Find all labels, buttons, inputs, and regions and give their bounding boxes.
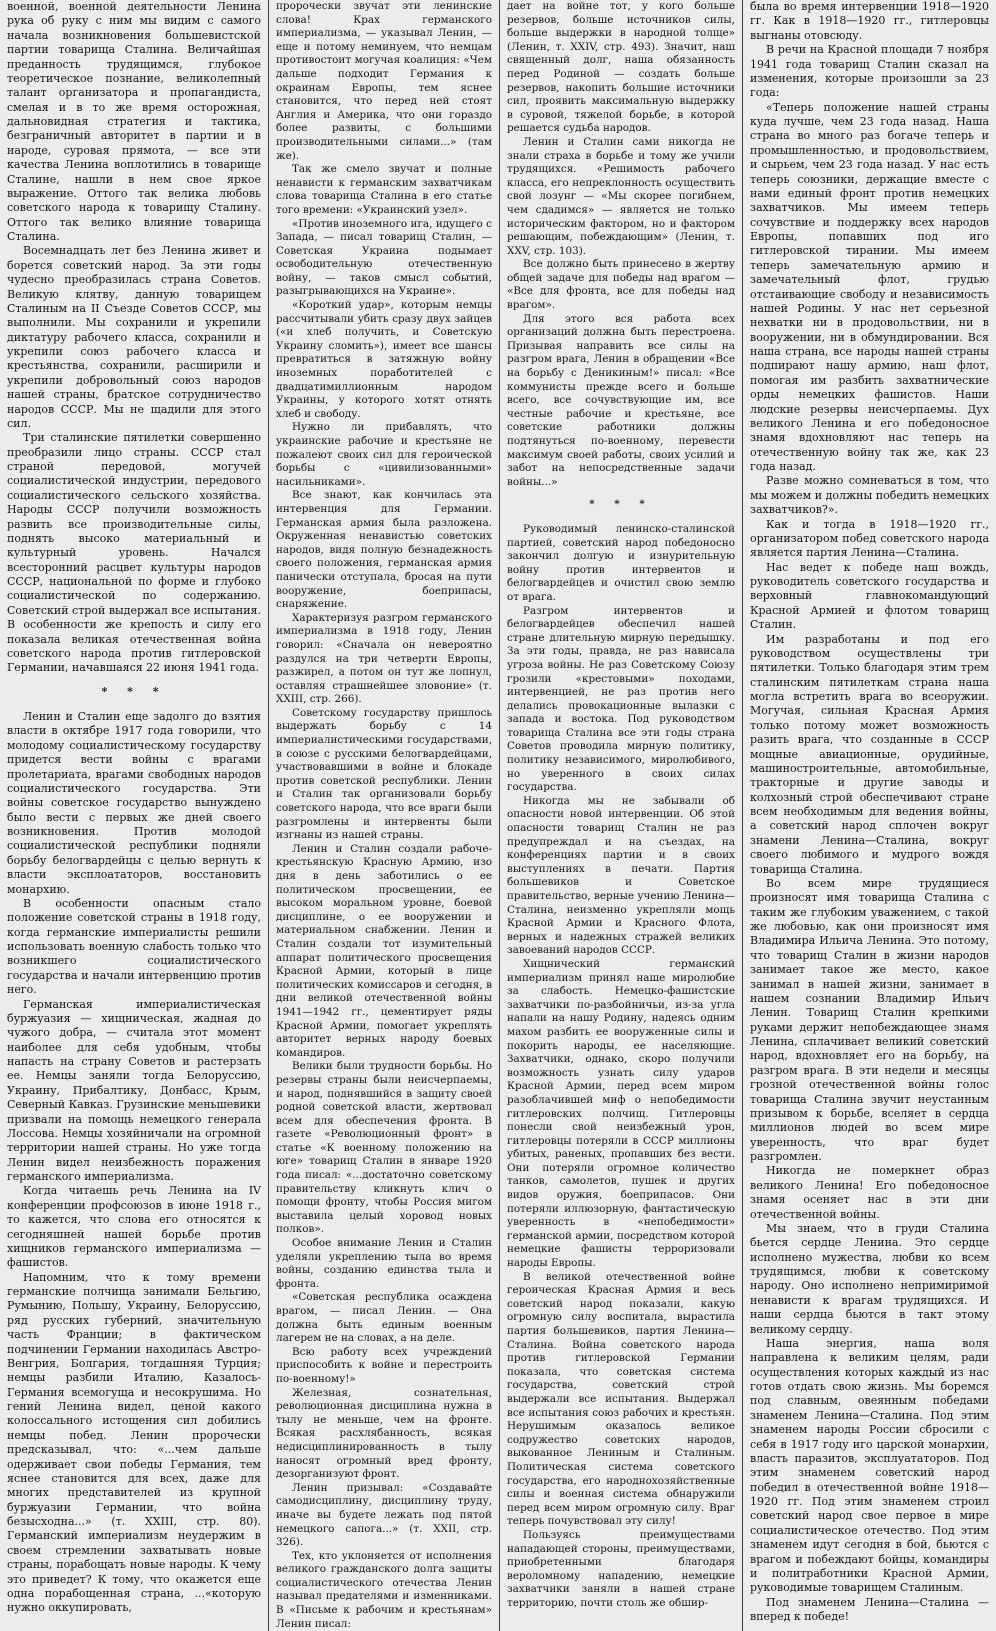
- article-paragraph: Мы знаем, что в груди Сталина бьется сердце Ленина. Это сердце исполнено мужества, любви ко всем трудящимся, любви к советскому народу. Оно исполнено непримиримой ненависти к врагам трудящихся. И наши сердца бьются в такт этому великому сердцу.: [750, 1221, 989, 1336]
- article-paragraph: Железная, сознательная, революционная дисциплина нужна в тылу не меньше, чем на фронте. Всякая расхлябанность, всякая недисциплинированность в тылу наносят огромный вред фронту, дезорганизуют фронт.: [276, 1386, 492, 1481]
- article-paragraph: «Против иноземного ига, идущего с Запада, — писал товарищ Сталин, — Советская Украина подымает освободительную отечественную войну, — таков смысл событий, разыгрывающихся на Украине».: [276, 217, 492, 298]
- article-paragraph: Хищнический германский империализм принял наше миролюбие за слабость. Немецко-фашистские захватчики по-разбойничьи, из-за угла напали на нашу Родину, надеясь одним махом разбить ее вооруженные силы и покорить народы, ее населяющие. Захватчики, однако, скоро получили возможность узнать силу ударов Красной Армии, перед всем миром разоблачившей миф о непобедимости гитлеровских полчищ. Гитлеровцы понесли свой неизбежный урон, гитлеровцы потеряли в СССР миллионы убитых, раненых, пропавших без вести. Они потеряли огромное количество танков, самолетов, пушек и других видов оружия, боеприпасов. Они потеряли иллюзорную, фантастическую уверенность в «непобедимости» германской армии, посредством которой немецкие фашисты терроризовали народы Европы.: [507, 957, 735, 1270]
- article-paragraph: Никогда мы не забывали об опасности новой интервенции. Об этой опасности товарищ Сталин не раз предупреждал и на съездах, на конференциях партии и в своих выступлениях в печати. Партия большевиков и Советское правительство, верные учению Ленина—Сталина, неизменно укрепляли мощь Красной Армии и Красного Флота, верных и надежных стражей великих завоеваний народов СССР.: [507, 794, 735, 957]
- article-paragraph: Ленин и Сталин еще задолго до взятия власти в октябре 1917 года говорили, что молодому социалистическому государству придется вести войны с врагами пролетариата, врагами свободных народов социалистического государства. Эти войны советское государство вынуждено было вести с первых же дней своего возникновения. Против молодой социалистической республики подняли борьбу белогвардейцы с целью вернуть к власти эксплоататоров, восстановить монархию.: [7, 710, 261, 896]
- article-paragraph: Все должно быть принесено в жертву общей задаче для победы над врагом — «Все для фронта, все для победы над врагом».: [507, 258, 735, 312]
- article-paragraph: Всю работу всех учреждений приспособить к войне и перестроить по-военному!»: [276, 1345, 492, 1385]
- article-paragraph: Во всем мире трудящиеся произносят имя товарища Сталина с таким же глубоким уважением, с такой же любовью, как они произносят имя Владимира Ильича Ленина. Это потому, что товарищ Сталин в жизни народов занимает такое же место, какое занимал в нашей жизни, занимает в нашем сознании Владимир Ильич Ленин. Товарищ Сталин крепкими руками держит непобеждающее знамя Ленина, сплачивает великий советский народ, вдохновляет его на борьбу, на разгром врага. В эти недели и месяцы грозной отечественной войны голос товарища Сталина звучит неустанным призывом к борьбе, вселяет в сердца миллионов людей во всем мире уверенность, что враг будет разгромлен.: [750, 876, 989, 1163]
- article-paragraph: Им разработаны и под его руководством осуществлены три пятилетки. Только благодаря этим трем сталинским пятилеткам страна наша могла встретить врага во всеоружии. Могучая, сильная Красная Армия только потому может возможность разить врага, что созданные в СССР мощные авиационные, орудийные, машиностроительные, автомобильные, тракторные и другие заводы и колхозный строй обеспечивают стране всем необходимым для ведения войны, а советский народ сплочен вокруг знамени Ленина—Сталина, вокруг своего любимого и мудрого вождя товарища Сталина.: [750, 632, 989, 876]
- article-paragraph: Тех, кто уклоняется от исполнения великого гражданского долга защиты социалистического отечества Ленин называл предателями и изменниками. В «Письме к рабочим и крестьянам» Ленин писал:: [276, 1549, 492, 1630]
- text-column-3: [500, 0, 742, 1631]
- article-paragraph: Советскому государству пришлось выдержать борьбу с 14 империалистическими государствами, в союзе с русскими белогвардейцами, участвовавшими в войне и блокаде против советской республики. Ленин и Сталин так организовали борьбу советского народа, что все враги были разгромлены и интервенты были изгнаны из нашей страны.: [276, 706, 492, 842]
- article-paragraph: Разве можно сомневаться в том, что мы можем и должны победить немецких захватчиков?».: [750, 474, 989, 517]
- article-paragraph: Три сталинские пятилетки совершенно преобразили лицо страны. СССР стал страной передовой, могучей социалистической индустрии, передового социалистического сельского хозяйства. Народы СССР получили возможность развить все производительные силы, поднять высоко материальный и культурный уровень. Начался всесторонний расцвет культуры народов СССР, национальной по форме и глубоко социалистической по содержанию. Советский строй выдержал все испытания. В особенности же крепость и силу его показала великая отечественная война советского народа против гитлеровской Германии, начавшаяся 22 июня 1941 года.: [7, 431, 261, 675]
- article-paragraph: Напомним, что к тому времени германские полчища занимали Бельгию, Румынию, Польшу, Украину, Белоруссию, ряд русских губерний, значительную часть Франции; в фактическом подчинении Германии находилась Австро-Венгрия, Болгария, тогдашняя Турция; немцы разбили Италию, Казалось-Германия всемогуща и несокрушима. Но гений Ленина видел, ценой какого колоссального истощения сил добились немцы побед. Ленин пророчески предсказывал, что: «...чем дальше одерживает свои победы Германия, тем яснее становится для всех, даже для многих представителей из крупной буржуазии Германии, что война безысходна...» (т. XXIII, стр. 80). Германский империализм неудержим в своем стремлении захватывать новые страны, порабощать новые народы. К чему это приведет? К тому, что окажется еще одна порабощенная страна, ...«которую нужно оккупировать,: [7, 1270, 261, 1615]
- article-paragraph: Разгром интервентов и белогвардейцев обеспечил нашей стране длительную мирную передышку. За эти годы, правда, не раз нависала угроза войны. Не раз Советскому Союзу грозили «крестовыми» походами, интервенцией, не раз против него делались провокационные вылазки с запада и востока. Под руководством товарища Сталина все эти годы страна Советов проводила мирную политику, политику независимого, миролюбивого, но уверенного в своих силах государства.: [507, 604, 735, 794]
- article-paragraph: Никогда не померкнет образ великого Ленина! Его победоносное знамя осеняет нас в эти дни отечественной войны.: [750, 1164, 989, 1221]
- article-paragraph: Как и тогда в 1918—1920 гг., организатором побед советского народа является партия Ленина—Сталина.: [750, 517, 989, 560]
- article-paragraph: Руководимый ленинско-сталинской партией, советский народ победоносно закончил долгую и изнурительную войну против интервентов и белогвардейцев и очистил свою землю от врага.: [507, 522, 735, 603]
- article-paragraph: В великой отечественной войне героическая Красная Армия и весь советский народ показали, какую огромную силу воспитала, вырастила партия большевиков, партия Ленина—Сталина. Война советского народа против гитлеровской Германии показала, что советская система государства, советский строй выдержали все испытания. Выдержал все испытания союз рабочих и крестьян. Нерушимым оказалось великое содружество советских народов, выкованное Лениным и Сталиным. Политическая система советского государства, его народнохозяйственные силы и военная система обнаружили перед всем миром огромную силу. Враг теперь почувствовал эту силу!: [507, 1270, 735, 1528]
- article-paragraph: «Советская республика осаждена врагом, — писал Ленин. — Она должна быть единым военным лагерем не на словах, а на деле.: [276, 1291, 492, 1345]
- article-paragraph: Нужно ли прибавлять, что украинские рабочие и крестьяне не пожалеют своих сил для героической борьбы с «цивилизованными» насильниками».: [276, 421, 492, 488]
- article-paragraph: Так же смело звучат и полные ненависти к германским захватчикам слова товарища Сталина в его статье того времени: «Украинский узел».: [276, 163, 492, 216]
- article-paragraph: пророчески звучат эти ленинские слова! Крах германского империализма, — указывал Ленин, — еще и потому неминуем, что немцам противостоит могучая коалиция: «Чем дальше подходит Германия к окраинам Европы, тем яснее становится, что перед ней стоят Англия и Америка, что они гораздо более развиты, с большими производительными силами...» (там же).: [276, 0, 492, 162]
- article-paragraph: Нас ведет к победе наш вождь, руководитель советского государства и верховный главнокомандующий Красной Армией и флотом товарищ Сталин.: [750, 560, 989, 632]
- article-paragraph: Германская империалистическая буржуазия — хищническая, жадная до чужого добра, — считала этот момент наиболее для себя удобным, чтобы напасть на страну Советов и растерзать ее. Немцы заняли тогда Белоруссию, Украину, Прибалтику, Донбасс, Крым, Северный Кавказ. Грузинские меньшевики призвали на помощь немецкого генерала Лоссова. Немцы хозяйничали на огромной территории нашей страны. Но уже тогда Ленин видел неизбежность поражения германского империализма.: [7, 997, 261, 1183]
- article-paragraph: Для этого вся работа всех организаций должна быть перестроена. Призывая направить все силы на разгром врага, Ленин в обращении «Все на борьбу с Деникиным!» писал: «Все коммунисты прежде всего и больше всего, все сочувствующие им, все честные рабочие и крестьяне, все советские работники должны подтянуться по-военному, перевести максимум своей работы, своих усилий и забот на непосредственные задачи войны...»: [507, 312, 735, 488]
- section-separator: * * *: [101, 684, 167, 698]
- article-paragraph: Характеризуя разгром германского империализма в 1918 году, Ленин говорил: «Сначала он невероятно раздулся на три четверти Европы, разжирел, а потом он тут же лопнул, оставляя страшнейшее зловоние» (т. XXIII, стр. 266).: [276, 611, 492, 706]
- article-paragraph: Восемнадцать лет без Ленина живет и борется советский народ. За эти годы чудесно преобразилась страна Советов. Великую клятву, данную товарищем Сталиным на II Съезде Советов СССР, мы выполнили. Мы сохранили и укрепили диктатуру рабочего класса, сохранили и укрепили союз рабочего класса и крестьянства, сохранили, расширили и укрепили добровольный союз народов нашей страны, братское сотрудничество народов СССР. Мы не щадили для этого сил.: [7, 244, 261, 430]
- article-paragraph: дает на войне тот, у кого больше резервов, больше источников силы, больше выдержки в народной толще» (Ленин, т. XXIV, стр. 493). Значит, наш священный долг, наша обязанность перед Родиной — создать больше резервов, накопить большие источники сил, проявить максимальную выдержку в суровой, тяжелой борьбе, в которой решается судьба народов.: [507, 0, 735, 135]
- article-paragraph: «Теперь положение нашей страны куда лучше, чем 23 года назад. Наша страна во много раз богаче теперь и промышленностью, и продовольствием, и сырьем, чем 23 года назад. У нас есть теперь союзники, держащие вместе с нами единый фронт против немецких захватчиков. Мы имеем теперь сочувствие и поддержку всех народов Европы, попавших под иго гитлеровской тирании. Мы имеем теперь замечательную армию и замечательный флот, грудью отстаивающие свободу и независимость нашей Родины. У нас нет серьезной нехватки ни в продовольствии, ни в вооружении, ни в обмундировании. Вся наша страна, все народы нашей страны подпирают нашу армию, наш флот, помогая им разбить захватнические орды немецких фашистов. Наши людские резервы неисчерпаемы. Дух великого Ленина и его победоносное знамя вдохновляют нас теперь на отечественную войну так же, как 23 года назад.: [750, 100, 989, 473]
- article-paragraph: Велики были трудности борьбы. Но резервы страны были неисчерпаемы, и народ, поднявшийся в защиту своей родной советской власти, жертвовал всем для обеспечения фронта. В газете «Революционный фронт» в статье «К военному положению на юге» товарищ Сталин в январе 1920 года писал: «...достаточно советскому правительству кликнуть клич о помощи фронту, чтобы Россия мигом выставила целый хоровод новых полков».: [276, 1060, 492, 1236]
- article-paragraph: Под знаменем Ленина—Сталина — вперед к победе!: [750, 1595, 989, 1623]
- article-paragraph: В особенности опасным стало положение советской страны в 1918 году, когда германские империалисты решили использовать военную слабость только что возникшего социалистического государства и начали интервенцию против него.: [7, 896, 261, 997]
- article-paragraph: Когда читаешь речь Ленина на IV конференции профсоюзов в июне 1918 г., то кажется, что слова его относятся к сегодняшней нашей борьбе против хищников германского империализма — фашистов.: [7, 1184, 261, 1270]
- article-paragraph: была во время интервенции 1918—1920 гг. Как в 1918—1920 гг., гитлеровцы выгнаны отовсюду.: [750, 0, 989, 42]
- article-paragraph: В речи на Красной площади 7 ноября 1941 года товарищ Сталин сказал на изменения, которые произошли за 23 года:: [750, 43, 989, 100]
- article-paragraph: Все знают, как кончилась эта интервенция для Германии. Германская армия была разложена. Окруженная ненавистью советских народов, видя полную безнадежность своего положения, германская армия панически отступала, бросая на пути вооружение, боеприпасы, снаряжение.: [276, 489, 492, 611]
- article-paragraph: Ленин и Сталин создали рабоче-крестьянскую Красную Армию, изо дня в день заботились о ее политическом просвещении, ее высоком моральном уровне, боевой дисциплине, о ее вооружении и материальном снабжении. Ленин и Сталин создали тот изумительный аппарат политического просвещения Красной Армии, который в лице политических комиссаров и сегодня, в дни великой отечественной войны 1941—1942 гг., цементирует ряды Красной Армии, помогает укреплять авторитет верных народу боевых командиров.: [276, 842, 492, 1059]
- article-paragraph: Ленин призывал: «Создавайте самодисциплину, дисциплину труду, иначе вы будете лежать под пятой немецкого сапога...» (т. XXII, стр. 326).: [276, 1481, 492, 1549]
- section-separator: * * *: [589, 498, 653, 511]
- text-column-2: [269, 0, 499, 1631]
- article-paragraph: Наша энергия, наша воля направлена к великим целям, ради осуществления которых каждый из нас готов отдать свою жизнь. Мы боремся под славным, овеянным победами знаменем Ленина—Сталина. Под этим знаменем народы России сбросили с себя в 1917 году иго царской монархии, власть паразитов, эксплуататоров. Под этим знаменем советский народ победил в отечественной войне 1918—1920 гг. Под этим знаменем строил советский народ свое первое в мире социалистическое отечество. Под этим знаменем идут сегодня в бой, бьются с врагом и побеждают бойцы, командиры и политработники Красной Армии, руководимые товарищем Сталиным.: [750, 1336, 989, 1595]
- article-paragraph: Особое внимание Ленин и Сталин уделяли укреплению тыла во время войны, созданию единства тыла и фронта.: [276, 1237, 492, 1290]
- article-paragraph: Пользуясь преимуществами нападающей стороны, преимуществами, приобретенными благодаря вероломному нападению, немецкие захватчики заняли в нашей стране территорию, почти столь же обшир-: [507, 1528, 735, 1609]
- text-column-1: [0, 0, 268, 1631]
- text-column-4: [743, 0, 996, 1631]
- article-paragraph: «Короткий удар», которым немцы рассчитывали убить сразу двух зайцев («и хлеб получить, и Советскую Украину сломить»), имеет все шансы превратиться в затяжную войну иноземных поработителей с двадцатимиллионным народом Украины, у которого хотят отнять хлеб и свободу.: [276, 299, 492, 420]
- article-paragraph: военной, военной деятельности Ленина рука об руку с ним мы видим с самого начала возникновения большевистской партии товарища Сталина. Величайшая преданность трудящимся, глубокое теоретическое познание, великолепный талант организатора и пропагандиста, смелая и в то же время осторожная, дальновидная стратегия и тактика, безграничный авторитет в партии и в народе, суровая прямота, — все эти качества Ленина воплотились в товарище Сталине, нашли в нем свое яркое выражение. Оттого так велика любовь советского народа к товарищу Сталину. Оттого так велико влияние товарища Сталина.: [7, 0, 261, 243]
- article-paragraph: Ленин и Сталин сами никогда не знали страха в борьбе и тому же учили трудящихся. «Решимость рабочего класса, его непреклонность осуществить свой лозунг — «Мы скорее погибнем, чем сдадимся» — является не только историческим фактором, но и фактором решающим, побеждающим» (Ленин, т. XXV, стр. 103).: [507, 135, 735, 257]
